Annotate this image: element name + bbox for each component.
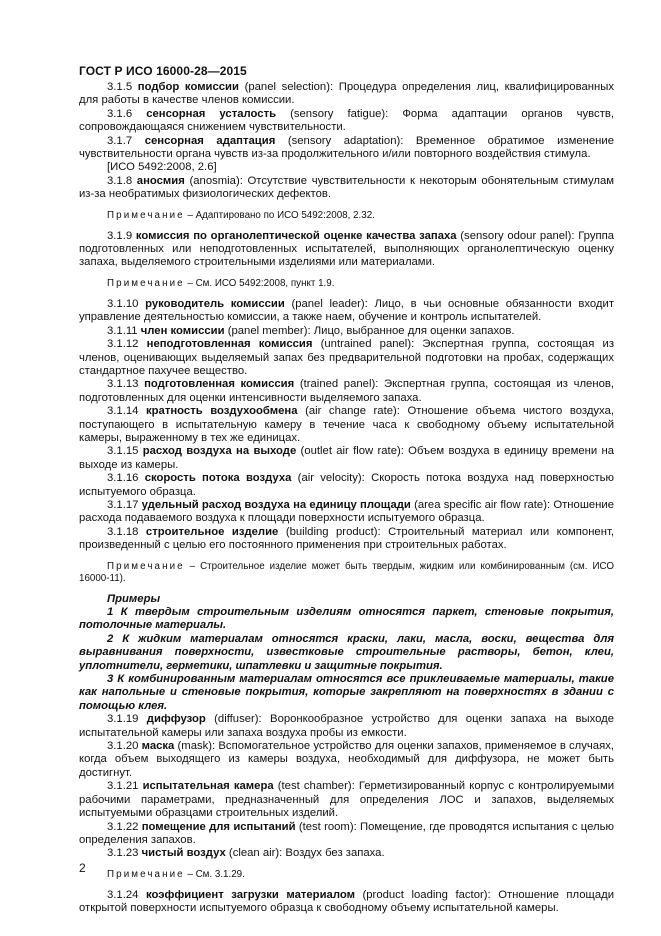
definition-entry: 3.1.10 руководитель комиссии (panel leader): Лицо, в чьи основные обязанности входит управление деятельностью комиссии, а также наем, обучение и контроль испытателей. (79, 297, 614, 324)
definition-entry: 3.1.15 расход воздуха на выходе (outlet air flow rate): Объем воздуха в единицу времени на выходе из камеры. (79, 445, 614, 471)
definition-entry: 3.1.5 подбор комиссии (panel selection): Процедура определения лиц, квалифицированных для работы в качестве членов комиссии. (79, 81, 614, 107)
definition-entry: 3.1.20 маска (mask): Вспомогательное устройство для оценки запахов, применяемое в случаях, когда объем выходящего из камеры воздуха, необходимый для диффузора, не может быть достигнут. (79, 740, 614, 779)
examples-title: Примеры (107, 592, 161, 605)
definition-entry: 3.1.24 коэффициент загрузки материалом (product loading factor): Отношение площади открытой поверхности испытуемого образца к свободному объему испытательной камеры. (79, 888, 615, 915)
definition-entry: 3.1.7 сенсорная адаптация (sensory adaptation): Временное обратимое изменение чувствительности органа чувств из-за продолжительного и/или повторного воздействия стимула. (79, 134, 615, 161)
definition-entry: 3.1.13 подготовленная комиссия (trained panel): Экспертная группа, состоящая из членов, подготовленных для оценки интенсивности выделяемого запаха. (79, 378, 614, 404)
definition-entry: 3.1.8 аносмия (anosmia): Отсутствие чувствительности к некоторым обонятельным стимулам из-за необратимых физиологических дефектов. (79, 174, 615, 201)
example-item: 3 К комбинированным материалам относятся все приклеиваемые материалы, такие как напольные и стеновые покрытия, которые закрепляют на поверхностях в здании с помощью клея. (79, 673, 614, 712)
definition-entry: 3.1.23 чистый воздух (clean air): Воздух без запаха. (107, 847, 385, 860)
definition-entry: 3.1.16 скорость потока воздуха (air velocity): Скорость потока воздуха над поверхностью испытуемого образца. (79, 472, 615, 498)
definition-entry: 3.1.17 удельный расход воздуха на единицу площади (area specific air flow rate): Отношение расхода подаваемого воздуха к площади поверхности испытуемого образца. (79, 498, 615, 525)
note: Примечание – Строительное изделие может быть твердым, жидким или комбинированным (см. ИСО 16000-11). (79, 560, 614, 584)
definition-entry: 3.1.9 комиссия по органолептической оценке качества запаха (sensory odour panel): Группа подготовленных или неподготовленных испытателей, выполняющих органолептическую оценку запаха, выделяемого строительными изделиями или материалами. (79, 229, 614, 269)
definition-entry: 3.1.14 кратность воздухообмена (air change rate): Отношение объема чистого воздуха, поступающего в испытательную камеру в течение часа к свободному объему испытательной камеры, выраженному в тех же единицах. (79, 405, 615, 444)
note: Примечание – См. ИСО 5492:2008, пункт 1.9. (107, 277, 335, 289)
page-header: ГОСТ Р ИСО 16000-28—2015 (79, 64, 247, 78)
definition-entry: 3.1.11 член комиссии (panel member): Лицо, выбранное для оценки запахов. (107, 324, 515, 337)
definition-entry: 3.1.18 строительное изделие (building product): Строительный материал или компонент, произведенный с целью его постоянного применения при строительных работах. (79, 525, 615, 552)
example-item: 2 К жидким материалам относятся краски, лаки, масла, воски, вещества для выравнивания поверхности, известковые строительные растворы, бетон, клеи, уплотнители, герметики, шпатлевки и защитные покрытия. (79, 632, 614, 672)
note: Примечание – Адаптировано по ИСО 5492:2008, 2.32. (107, 209, 375, 221)
definition-entry: 3.1.19 диффузор (diffuser): Воронкообразное устройство для оценки запаха на выходе испытательной камеры или запаха воздуха пробы из емкости. (79, 713, 615, 739)
page-number: 2 (79, 861, 86, 875)
definition-entry: 3.1.12 неподготовленная комиссия (untrained panel): Экспертная группа, состоящая из членов, оценивающих выделяемый запах без предварительной подготовки на пробах, содержащих стандартное пахучее вещество. (79, 338, 614, 377)
example-item: 1 К твердым строительным изделиям относятся паркет, стеновые покрытия, потолочные материалы. (79, 606, 614, 632)
definition-entry: 3.1.6 сенсорная усталость (sensory fatigue): Форма адаптации органов чувств, сопровождающаяся снижением чувствительности. (79, 107, 615, 134)
source-reference: [ИСО 5492:2008, 2.6] (107, 161, 217, 174)
note: Примечание – См. 3.1.29. (107, 868, 245, 880)
definition-entry: 3.1.21 испытательная камера (test chamber): Герметизированный корпус с контролируемыми рабочими параметрами, предназначенный для определения ЛОС и запахов, выделяемых испытуемыми образцами строительных изделий. (79, 780, 615, 820)
definition-entry: 3.1.22 помещение для испытаний (test room): Помещение, где проводятся испытания с целью определения запахов. (79, 820, 614, 846)
document-body (79, 81, 614, 916)
